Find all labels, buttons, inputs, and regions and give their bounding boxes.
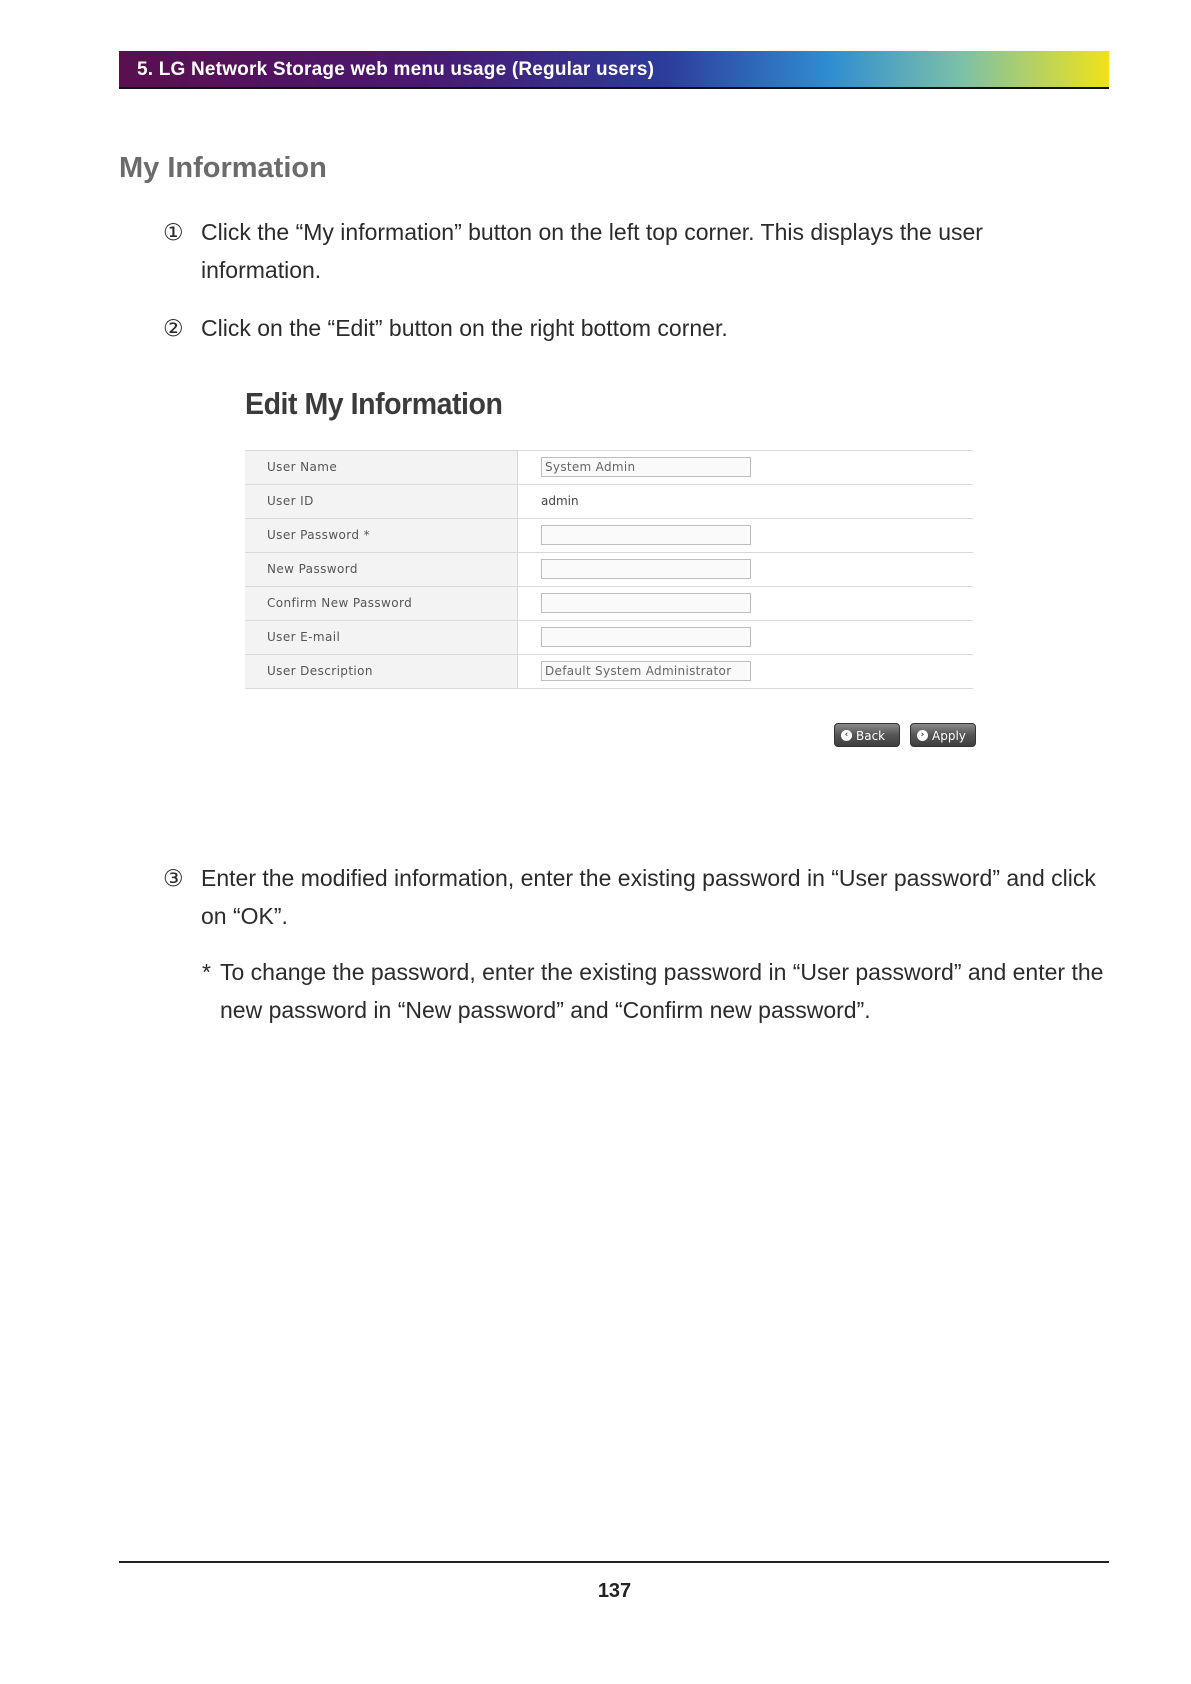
apply-button[interactable] [910, 723, 976, 747]
user-email-input[interactable] [541, 627, 751, 647]
confirm-password-label: Confirm New Password [245, 587, 518, 620]
step-2-number: ② [163, 315, 184, 341]
chapter-header-title: 5. LG Network Storage web menu usage (Regular users) [137, 59, 655, 80]
edit-info-form [245, 450, 973, 689]
user-email-label: User E-mail [245, 621, 518, 654]
form-row-user-name [245, 451, 973, 485]
apply-arrow-icon: › [917, 730, 928, 741]
step-1-text: Click the “My information” button on the left top corner. This displays the user information. [201, 219, 983, 283]
step-1-number: ① [163, 219, 184, 245]
page-number: 137 [597, 1580, 632, 1602]
footer-divider [119, 1561, 1109, 1563]
edit-my-information-title: Edit My Information [245, 386, 503, 421]
back-arrow-icon: ‹ [841, 730, 852, 741]
step-3-text: Enter the modified information, enter the existing password in “User password” and click on “OK”. [201, 865, 1096, 929]
user-id-label: User ID [245, 485, 518, 518]
back-button-label: Back [856, 729, 886, 743]
form-row-user-email [245, 621, 973, 655]
form-row-user-id [245, 485, 973, 519]
new-password-input[interactable] [541, 559, 751, 579]
back-button[interactable] [834, 723, 900, 747]
form-row-user-description [245, 655, 973, 689]
form-row-user-password [245, 519, 973, 553]
user-id-value: admin [541, 494, 579, 508]
user-name-input[interactable]: System Admin [541, 457, 751, 477]
step-3-number: ③ [163, 865, 184, 891]
user-password-label: User Password * [245, 519, 518, 552]
user-password-input[interactable] [541, 525, 751, 545]
step-2-text: Click on the “Edit” button on the right bottom corner. [201, 315, 728, 341]
user-description-input[interactable]: Default System Administrator [541, 661, 751, 681]
apply-button-label: Apply [932, 729, 966, 743]
password-note [202, 953, 1107, 1029]
note-asterisk: * [202, 959, 211, 985]
note-text: To change the password, enter the existing password in “User password” and enter the new password in “New password” and “Confirm new password”. [220, 959, 1104, 1023]
confirm-password-input[interactable] [541, 593, 751, 613]
user-name-label: User Name [245, 451, 518, 484]
step-1 [163, 213, 1103, 289]
form-row-new-password [245, 553, 973, 587]
step-2 [163, 309, 1103, 347]
form-row-confirm-password [245, 587, 973, 621]
chapter-header-bar [119, 51, 1109, 89]
section-title: My Information [119, 152, 327, 184]
new-password-label: New Password [245, 553, 518, 586]
user-description-label: User Description [245, 655, 518, 688]
step-3 [163, 859, 1103, 935]
